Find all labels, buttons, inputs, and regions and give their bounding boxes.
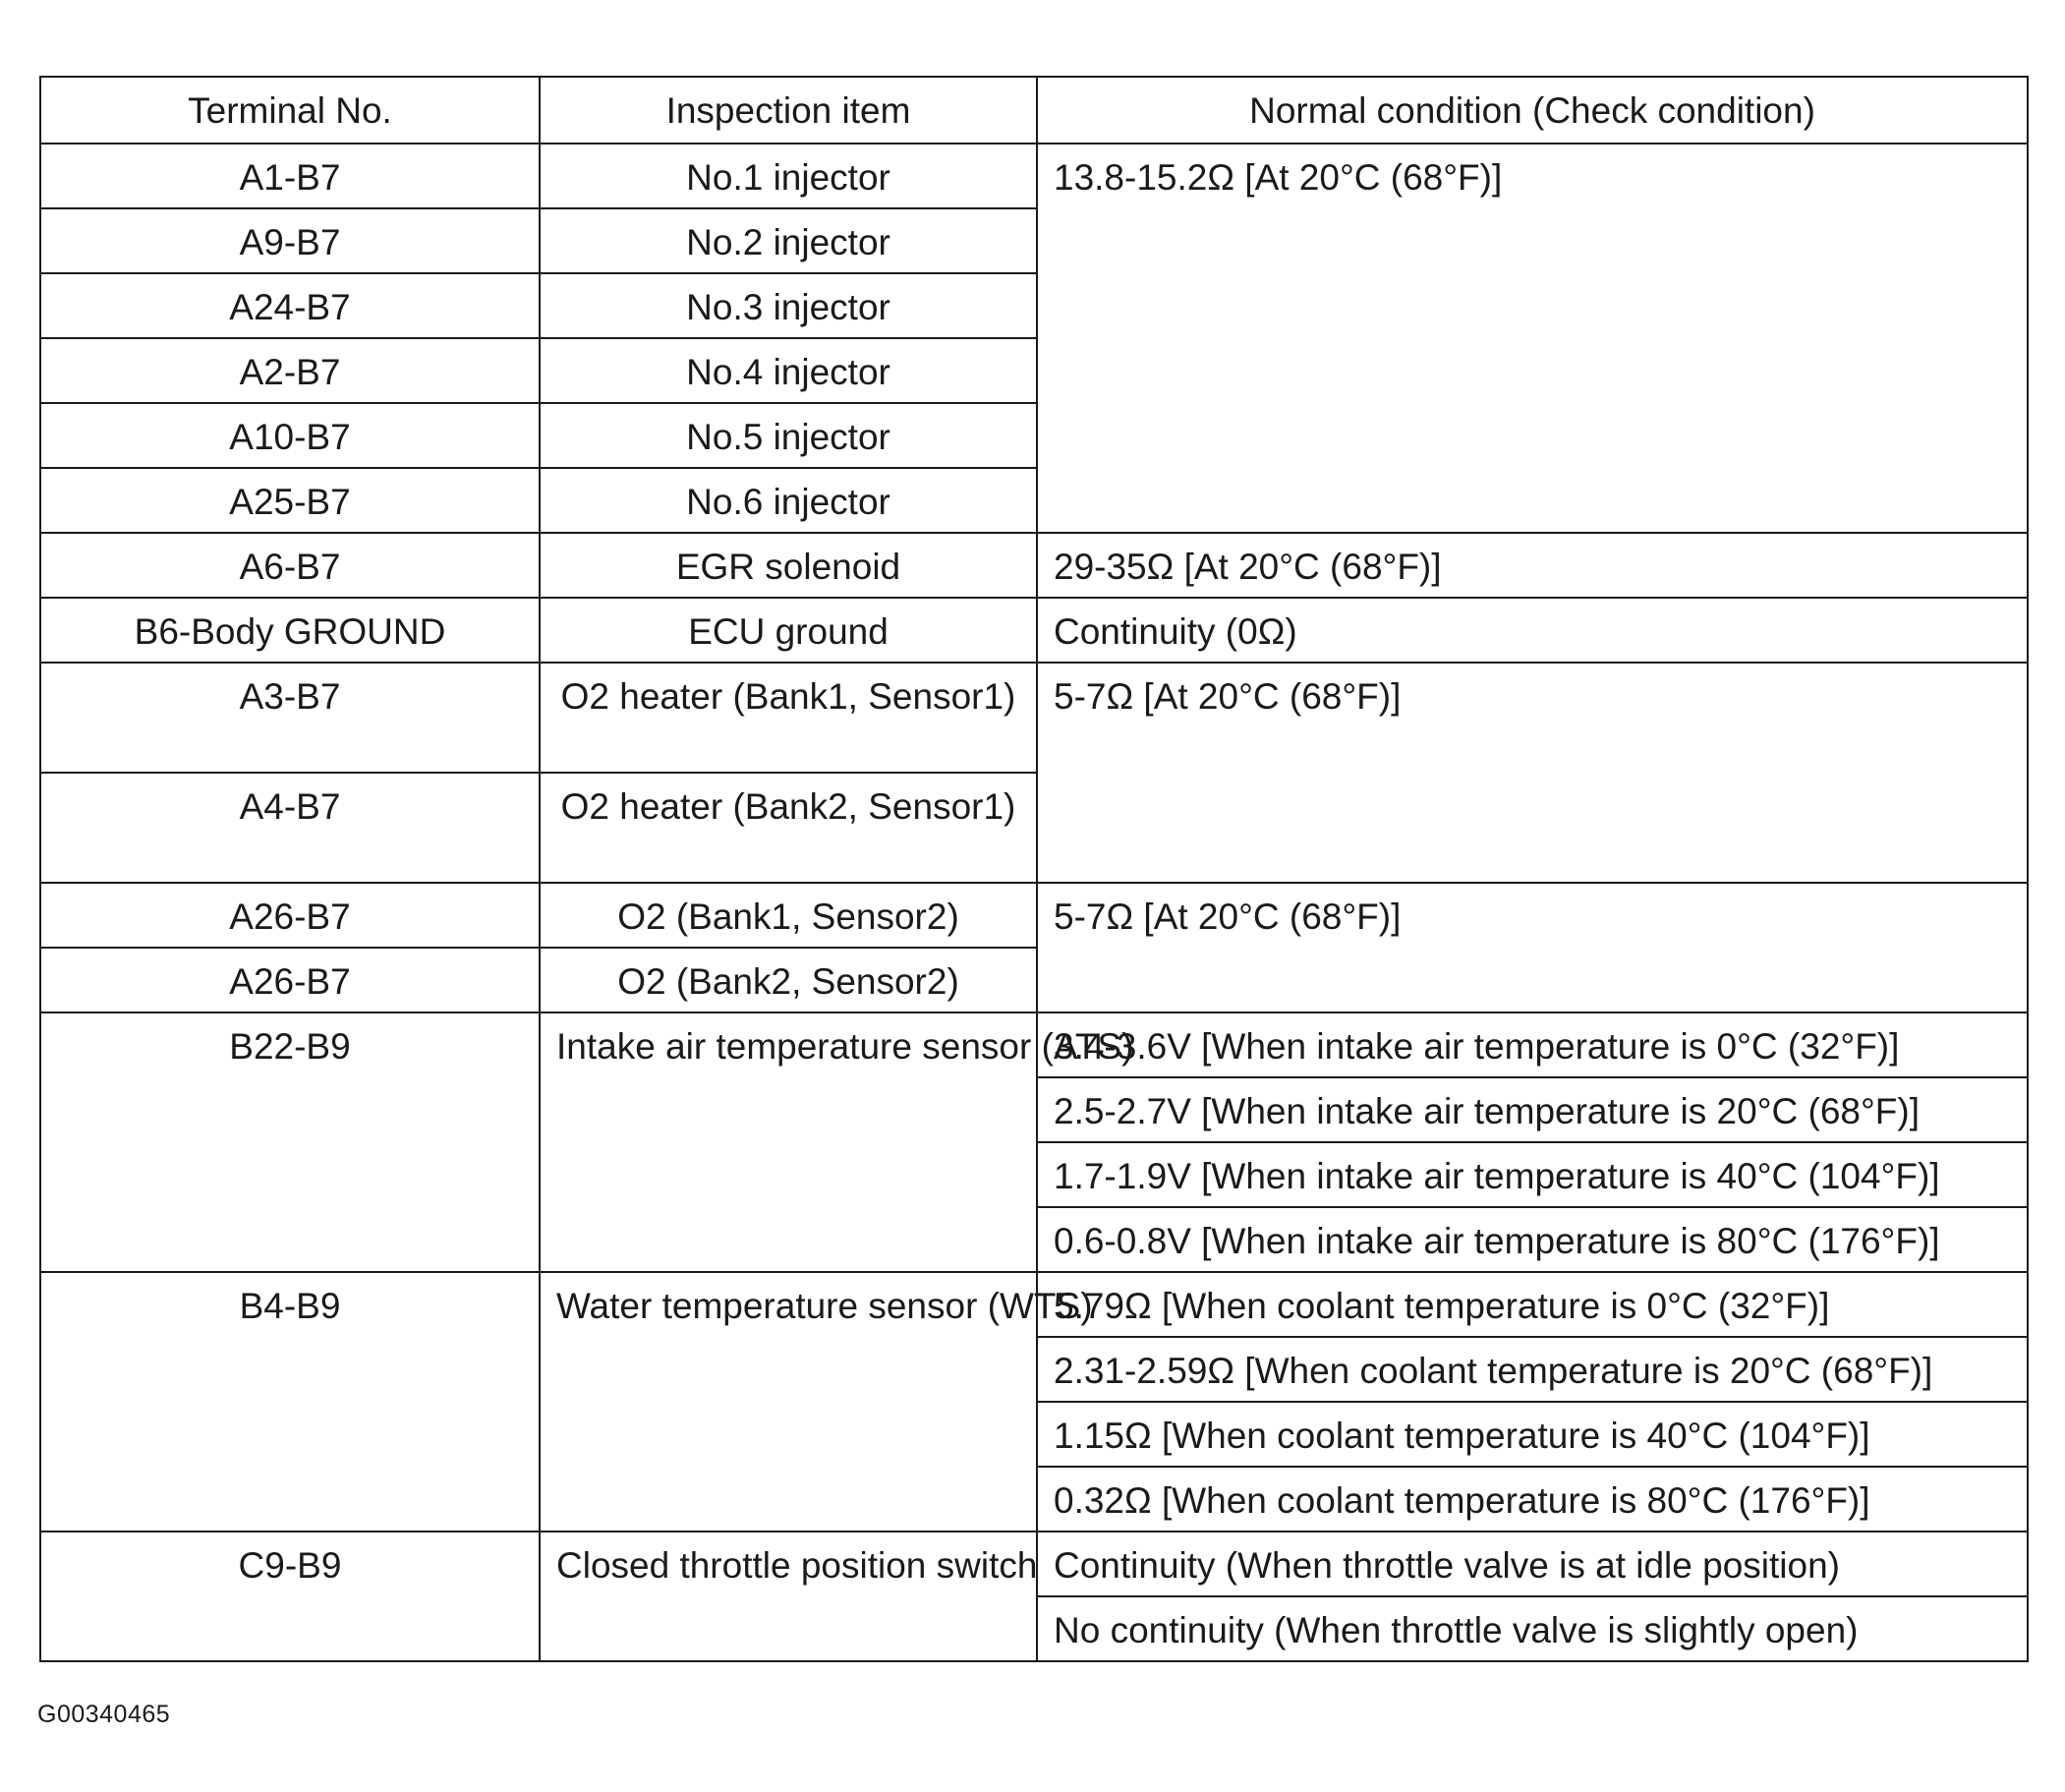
condition-cell: 2.5-2.7V [When intake air temperature is 20°C (68°F)] (1037, 1077, 2028, 1142)
condition-cell: 0.32Ω [When coolant temperature is 80°C (176°F)] (1037, 1467, 2028, 1532)
inspection-item-cell: No.2 injector (540, 208, 1037, 273)
terminal-cell: A25-B7 (40, 468, 540, 533)
condition-cell: 1.15Ω [When coolant temperature is 40°C (104°F)] (1037, 1402, 2028, 1467)
condition-cell: 5-7Ω [At 20°C (68°F)] (1037, 883, 2028, 1012)
terminal-cell: B22-B9 (40, 1012, 540, 1272)
condition-cell: 5.79Ω [When coolant temperature is 0°C (32°F)] (1037, 1272, 2028, 1337)
table-header-row (40, 77, 2028, 144)
inspection-item-cell: Intake air temperature sensor (ATS) (540, 1012, 1037, 1272)
header-normal-condition: Normal condition (Check condition) (1037, 77, 2028, 144)
terminal-cell: A4-B7 (40, 773, 540, 883)
terminal-cell: B4-B9 (40, 1272, 540, 1532)
terminal-cell: A9-B7 (40, 208, 540, 273)
condition-cell: 2.31-2.59Ω [When coolant temperature is 20°C (68°F)] (1037, 1337, 2028, 1402)
inspection-item-cell: O2 heater (Bank1, Sensor1) (540, 663, 1037, 773)
header-inspection-item: Inspection item (540, 77, 1037, 144)
inspection-item-cell: O2 heater (Bank2, Sensor1) (540, 773, 1037, 883)
header-terminal: Terminal No. (40, 77, 540, 144)
table-row (40, 1012, 2028, 1077)
condition-cell: 5-7Ω [At 20°C (68°F)] (1037, 663, 2028, 883)
terminal-cell: A1-B7 (40, 144, 540, 208)
table-row (40, 598, 2028, 663)
table-row (40, 144, 2028, 208)
inspection-item-cell: No.4 injector (540, 338, 1037, 403)
condition-cell: 29-35Ω [At 20°C (68°F)] (1037, 533, 2028, 598)
ecu-inspection-table (39, 76, 2029, 1662)
inspection-item-cell: No.3 injector (540, 273, 1037, 338)
inspection-item-cell: No.1 injector (540, 144, 1037, 208)
terminal-cell: A24-B7 (40, 273, 540, 338)
table-row (40, 883, 2028, 948)
inspection-item-cell: O2 (Bank2, Sensor2) (540, 948, 1037, 1012)
inspection-item-cell: No.6 injector (540, 468, 1037, 533)
terminal-cell: B6-Body GROUND (40, 598, 540, 663)
terminal-cell: A3-B7 (40, 663, 540, 773)
inspection-item-cell: Water temperature sensor (WTS) (540, 1272, 1037, 1532)
terminal-cell: A6-B7 (40, 533, 540, 598)
terminal-cell: A10-B7 (40, 403, 540, 468)
figure-id: G00340465 (37, 1701, 171, 1728)
condition-cell: 13.8-15.2Ω [At 20°C (68°F)] (1037, 144, 2028, 533)
table-row (40, 533, 2028, 598)
condition-cell: No continuity (When throttle valve is slightly open) (1037, 1596, 2028, 1661)
terminal-cell: A26-B7 (40, 948, 540, 1012)
inspection-item-cell: ECU ground (540, 598, 1037, 663)
condition-cell: 3.4-3.6V [When intake air temperature is 0°C (32°F)] (1037, 1012, 2028, 1077)
table-row (40, 1532, 2028, 1596)
terminal-cell: A26-B7 (40, 883, 540, 948)
condition-cell: Continuity (0Ω) (1037, 598, 2028, 663)
condition-cell: 1.7-1.9V [When intake air temperature is 40°C (104°F)] (1037, 1142, 2028, 1207)
inspection-item-cell: Closed throttle position switch (540, 1532, 1037, 1661)
inspection-table-container (39, 76, 2027, 1662)
condition-cell: Continuity (When throttle valve is at idle position) (1037, 1532, 2028, 1596)
condition-cell: 0.6-0.8V [When intake air temperature is 80°C (176°F)] (1037, 1207, 2028, 1272)
inspection-item-cell: EGR solenoid (540, 533, 1037, 598)
table-row (40, 1272, 2028, 1337)
terminal-cell: C9-B9 (40, 1532, 540, 1661)
inspection-item-cell: No.5 injector (540, 403, 1037, 468)
table-row (40, 663, 2028, 773)
inspection-item-cell: O2 (Bank1, Sensor2) (540, 883, 1037, 948)
terminal-cell: A2-B7 (40, 338, 540, 403)
